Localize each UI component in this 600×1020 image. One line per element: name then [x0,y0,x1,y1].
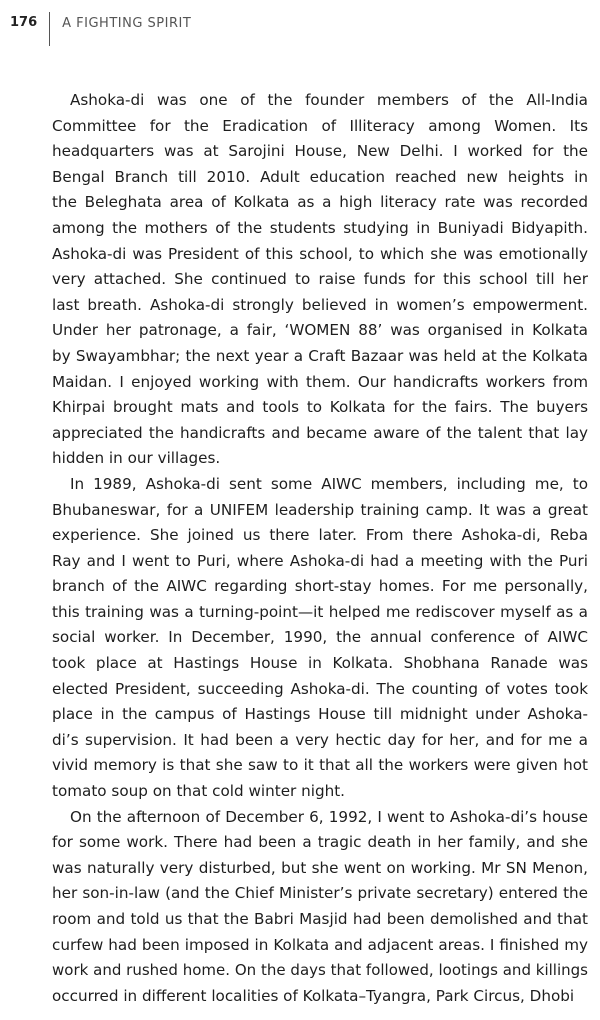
text-line: tomato soup on that cold winter night. [52,782,345,801]
text-line: On the afternoon of December 6, 1992, I went to Ashoka-di’s house [70,807,588,826]
text-line: elected President, succeeding Ashoka-di. The counting of votes took [52,679,588,698]
text-line: Bhubaneswar, for a UNIFEM leadership training camp. It was a great [52,500,588,519]
text-line: Committee for the Eradication of Illiteracy among Women. Its [52,116,588,135]
text-line: was naturally very disturbed, but she went on working. Mr SN Menon, [52,858,588,877]
paragraph [52,805,588,1010]
text-line: very attached. She continued to raise funds for this school till her [52,270,588,289]
text-line: appreciated the handicrafts and became aware of the talent that lay [52,423,588,442]
text-line: vivid memory is that she saw to it that all the workers were given hot [52,756,588,775]
text-line: last breath. Ashoka-di strongly believed in women’s empowerment. [52,295,588,314]
text-line: occurred in different localities of Kolkata–Tyangra, Park Circus, Dhobi [52,986,575,1005]
text-line: place in the campus of Hastings House till midnight under Ashoka- [52,705,588,724]
text-line: room and told us that the Babri Masjid had been demolished and that [52,910,588,928]
text-line: by Swayambhar; the next year a Craft Bazaar was held at the Kolkata [52,346,588,365]
text-line: Ashoka-di was one of the founder members of the All-India [70,91,588,109]
text-line: hidden in our villages. [52,449,221,468]
text-line: work and rushed home. On the days that followed, lootings and killings [52,961,588,980]
text-line: di’s supervision. It had been a very hectic day for her, and for me a [52,730,588,749]
text-line: curfew had been imposed in Kolkata and adjacent areas. I finished my [52,935,588,954]
running-title: A FIGHTING SPIRIT [62,16,192,31]
text-line: Ashoka-di was President of this school, to which she was emotionally [52,244,588,263]
text-line: Ray and I went to Puri, where Ashoka-di had a meeting with the Puri [52,551,588,570]
header-divider [49,12,50,46]
text-line: the Beleghata area of Kolkata as a high literacy rate was recorded [52,193,588,212]
text-line: Maidan. I enjoyed working with them. Our handicrafts workers from [52,372,588,391]
body-text [52,88,588,1009]
text-line: Under her patronage, a fair, ‘WOMEN 88’ was organised in Kolkata [52,321,588,340]
text-line: Bengal Branch till 2010. Adult education reached new heights in [52,167,588,186]
text-line: headquarters was at Sarojini House, New Delhi. I worked for the [52,142,588,161]
page-header [10,12,191,46]
paragraph [52,472,588,805]
text-line: social worker. In December, 1990, the annual conference of AIWC [52,628,588,647]
text-line: In 1989, Ashoka-di sent some AIWC members, including me, to [70,474,588,493]
paragraph [52,88,588,472]
text-line: this training was a turning-point—it helped me rediscover myself as a [52,602,588,621]
text-line: her son-in-law (and the Chief Minister’s private secretary) entered the [52,884,588,903]
text-line: for some work. There had been a tragic death in her family, and she [52,833,588,852]
text-line: took place at Hastings House in Kolkata. Shobhana Ranade was [52,654,588,673]
page-number: 176 [10,15,38,30]
text-line: branch of the AIWC regarding short-stay homes. For me personally, [52,577,588,596]
text-line: experience. She joined us there later. From there Ashoka-di, Reba [52,526,588,545]
text-line: among the mothers of the students studying in Buniyadi Bidyapith. [52,218,588,237]
text-line: Khirpai brought mats and tools to Kolkata for the fairs. The buyers [52,398,588,417]
